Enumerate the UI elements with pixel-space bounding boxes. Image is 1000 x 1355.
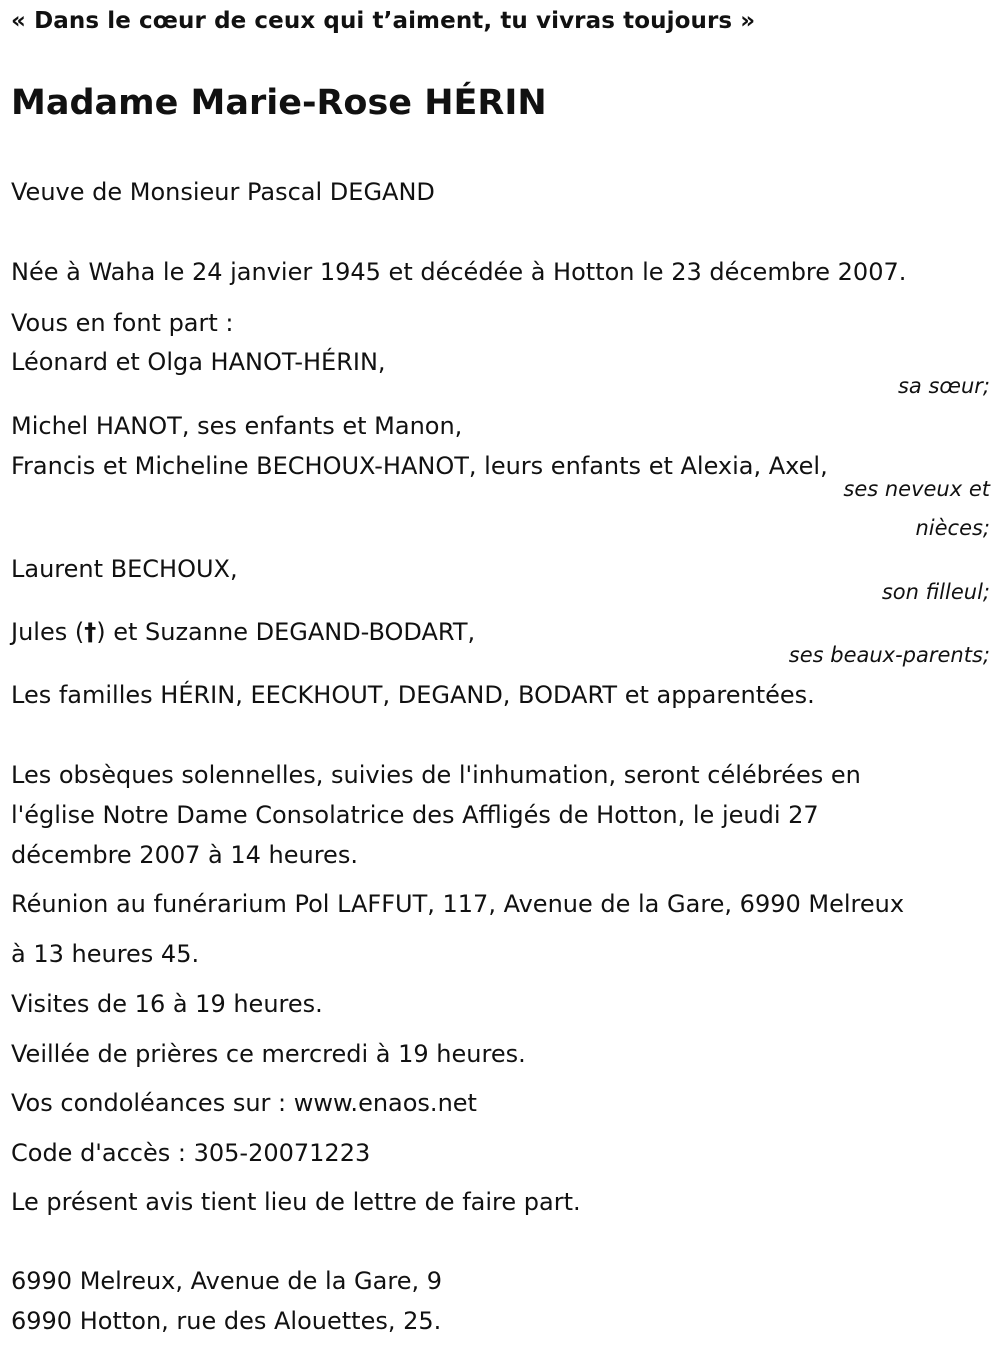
meeting-line-1: Réunion au funérarium Pol LAFFUT, 117, Avenue de la Gare, 6990 Melreux <box>11 890 905 918</box>
deceased-name-title: Madame Marie-Rose HÉRIN <box>11 83 547 123</box>
family-godson-name: Laurent BECHOUX, <box>11 555 238 583</box>
announce-line: Vous en font part : <box>11 309 234 337</box>
family-nephews-relation-1: ses neveux et <box>843 477 990 501</box>
inlaws-text-after: ) et Suzanne DEGAND-BODART, <box>96 618 476 646</box>
family-inlaws-relation: ses beaux-parents; <box>788 643 990 667</box>
birth-death-line: Née à Waha le 24 janvier 1945 et décédée à Hotton le 23 décembre 2007. <box>11 258 907 286</box>
family-sister-name: Léonard et Olga HANOT-HÉRIN, <box>11 348 386 376</box>
family-nephew-line-2: Francis et Micheline BECHOUX-HANOT, leurs enfants et Alexia, Axel, <box>11 452 828 480</box>
family-godson-relation: son filleul; <box>881 580 990 604</box>
family-nephews-relation-2: nièces; <box>915 516 990 540</box>
address-line-2: 6990 Hotton, rue des Alouettes, 25. <box>11 1307 442 1335</box>
families-line: Les familles HÉRIN, EECKHOUT, DEGAND, BODART et apparentées. <box>11 681 815 709</box>
funeral-line-1: Les obsèques solennelles, suivies de l'inhumation, seront célébrées en <box>11 761 861 789</box>
funeral-line-2: l'église Notre Dame Consolatrice des Affligés de Hotton, le jeudi 27 <box>11 801 819 829</box>
access-code-line: Code d'accès : 305-20071223 <box>11 1139 371 1167</box>
funeral-line-3: décembre 2007 à 14 heures. <box>11 841 358 869</box>
meeting-line-2: à 13 heures 45. <box>11 940 200 968</box>
address-line-1: 6990 Melreux, Avenue de la Gare, 9 <box>11 1267 442 1295</box>
notice-line: Le présent avis tient lieu de lettre de faire part. <box>11 1188 581 1216</box>
inlaws-text-before: Jules ( <box>11 618 85 646</box>
condolences-line: Vos condoléances sur : www.enaos.net <box>11 1089 477 1117</box>
epigraph-quote: « Dans le cœur de ceux qui t’aiment, tu vivras toujours » <box>11 8 756 34</box>
vigil-line: Veillée de prières ce mercredi à 19 heures. <box>11 1040 526 1068</box>
family-sister-relation: sa sœur; <box>897 374 990 398</box>
family-inlaws-name <box>11 618 475 646</box>
widow-of-line: Veuve de Monsieur Pascal DEGAND <box>11 178 435 206</box>
cross-icon: † <box>84 618 97 646</box>
family-nephew-line-1: Michel HANOT, ses enfants et Manon, <box>11 412 463 440</box>
visits-line: Visites de 16 à 19 heures. <box>11 990 323 1018</box>
